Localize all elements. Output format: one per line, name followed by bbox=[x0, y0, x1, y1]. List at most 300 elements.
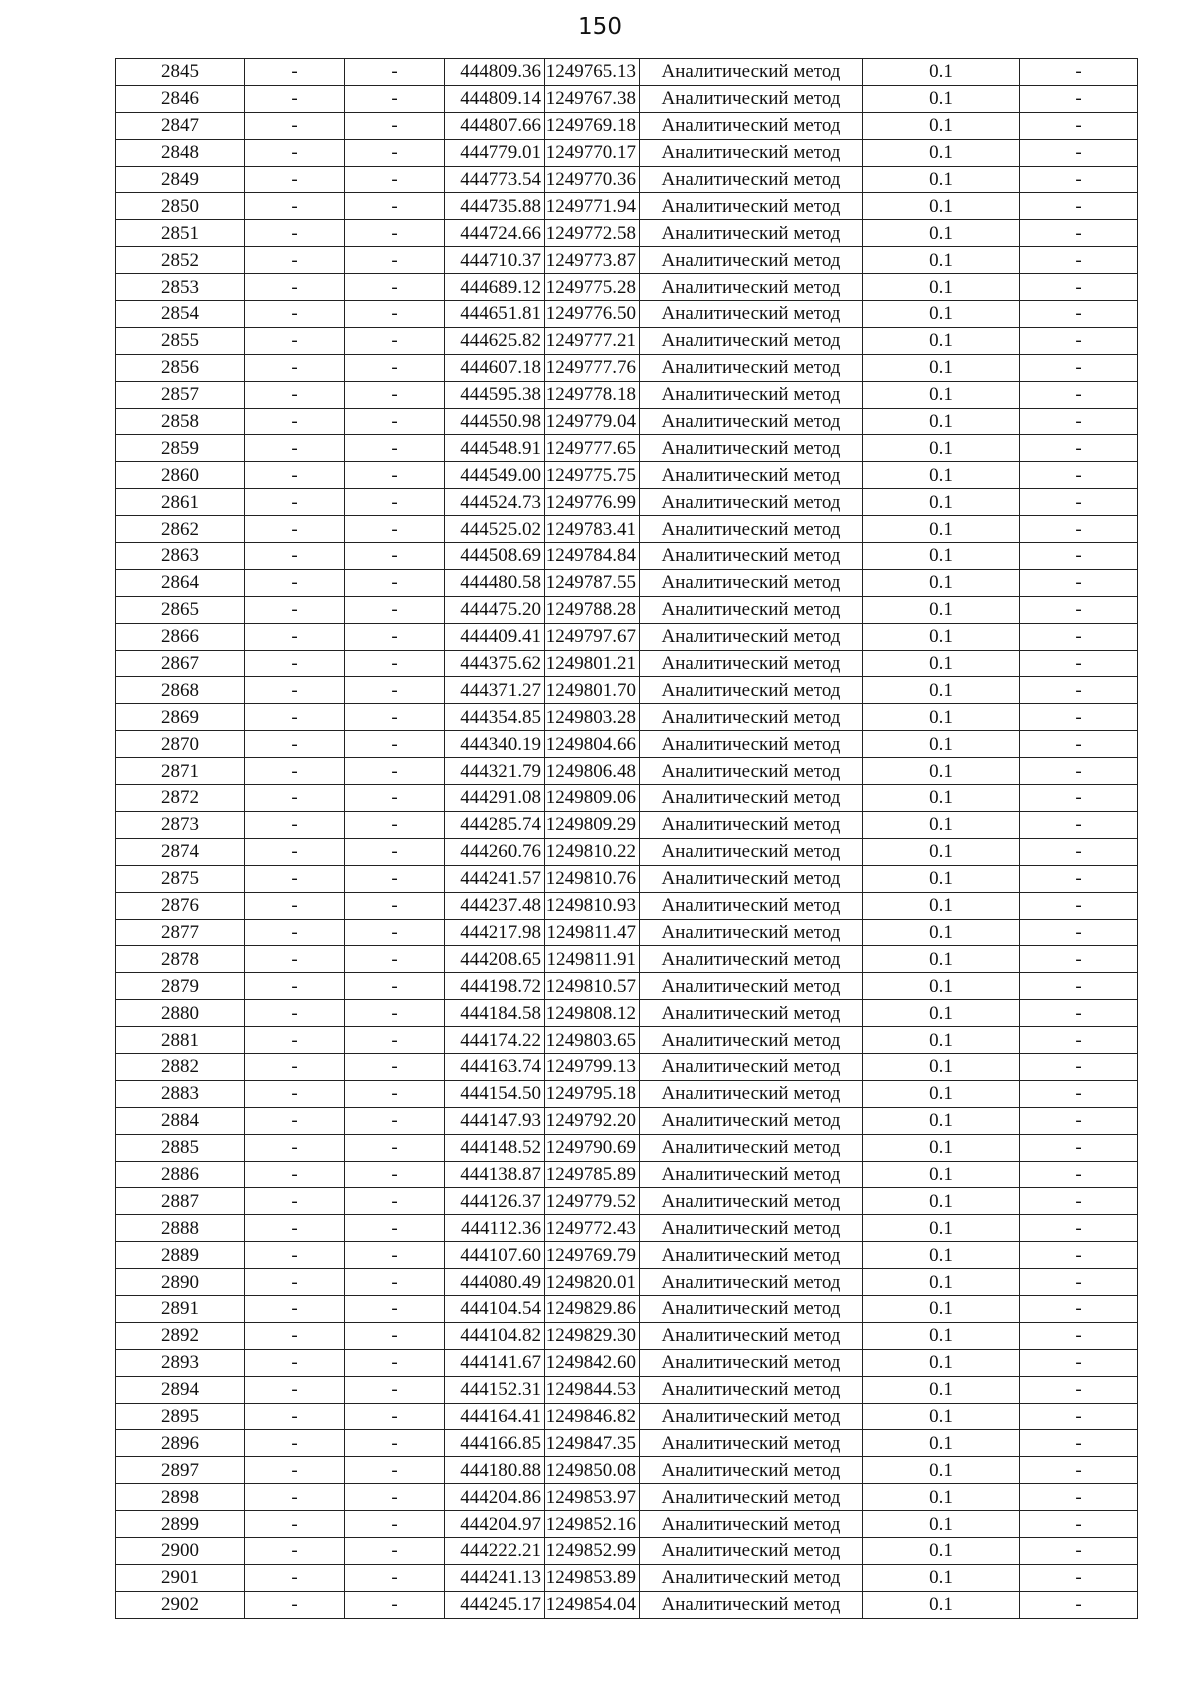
table-row bbox=[116, 1349, 1138, 1376]
method-cell: Аналитический метод bbox=[640, 1080, 863, 1107]
table-row bbox=[116, 274, 1138, 301]
method-cell: Аналитический метод bbox=[640, 381, 863, 408]
table-row bbox=[116, 220, 1138, 247]
x-coordinate-cell: 444371.27 bbox=[445, 677, 545, 704]
blank-cell-a: - bbox=[245, 1242, 345, 1269]
y-coordinate-cell: 1249777.76 bbox=[545, 354, 640, 381]
blank-cell-b: - bbox=[345, 919, 445, 946]
point-number-cell: 2854 bbox=[116, 301, 245, 328]
accuracy-cell: 0.1 bbox=[863, 166, 1020, 193]
blank-cell-b: - bbox=[345, 1591, 445, 1618]
blank-cell-a: - bbox=[245, 1322, 345, 1349]
note-cell: - bbox=[1020, 892, 1138, 919]
y-coordinate-cell: 1249775.75 bbox=[545, 462, 640, 489]
note-cell: - bbox=[1020, 919, 1138, 946]
method-cell: Аналитический метод bbox=[640, 677, 863, 704]
x-coordinate-cell: 444126.37 bbox=[445, 1188, 545, 1215]
point-number-cell: 2890 bbox=[116, 1269, 245, 1296]
y-coordinate-cell: 1249811.91 bbox=[545, 946, 640, 973]
blank-cell-b: - bbox=[345, 1322, 445, 1349]
blank-cell-b: - bbox=[345, 1430, 445, 1457]
table-row bbox=[116, 462, 1138, 489]
method-cell: Аналитический метод bbox=[640, 919, 863, 946]
blank-cell-a: - bbox=[245, 623, 345, 650]
method-cell: Аналитический метод bbox=[640, 435, 863, 462]
table-row bbox=[116, 1027, 1138, 1054]
accuracy-cell: 0.1 bbox=[863, 139, 1020, 166]
accuracy-cell: 0.1 bbox=[863, 973, 1020, 1000]
x-coordinate-cell: 444710.37 bbox=[445, 247, 545, 274]
point-number-cell: 2868 bbox=[116, 677, 245, 704]
blank-cell-b: - bbox=[345, 811, 445, 838]
accuracy-cell: 0.1 bbox=[863, 704, 1020, 731]
point-number-cell: 2883 bbox=[116, 1080, 245, 1107]
table-row bbox=[116, 327, 1138, 354]
blank-cell-a: - bbox=[245, 301, 345, 328]
x-coordinate-cell: 444809.36 bbox=[445, 59, 545, 86]
accuracy-cell: 0.1 bbox=[863, 59, 1020, 86]
blank-cell-b: - bbox=[345, 462, 445, 489]
method-cell: Аналитический метод bbox=[640, 301, 863, 328]
y-coordinate-cell: 1249770.36 bbox=[545, 166, 640, 193]
blank-cell-a: - bbox=[245, 354, 345, 381]
note-cell: - bbox=[1020, 301, 1138, 328]
blank-cell-b: - bbox=[345, 408, 445, 435]
accuracy-cell: 0.1 bbox=[863, 811, 1020, 838]
note-cell: - bbox=[1020, 274, 1138, 301]
method-cell: Аналитический метод bbox=[640, 543, 863, 570]
point-number-cell: 2885 bbox=[116, 1134, 245, 1161]
point-number-cell: 2900 bbox=[116, 1537, 245, 1564]
accuracy-cell: 0.1 bbox=[863, 569, 1020, 596]
blank-cell-b: - bbox=[345, 1484, 445, 1511]
note-cell: - bbox=[1020, 1511, 1138, 1538]
point-number-cell: 2874 bbox=[116, 838, 245, 865]
point-number-cell: 2846 bbox=[116, 85, 245, 112]
blank-cell-a: - bbox=[245, 59, 345, 86]
blank-cell-b: - bbox=[345, 1537, 445, 1564]
y-coordinate-cell: 1249776.50 bbox=[545, 301, 640, 328]
blank-cell-b: - bbox=[345, 1403, 445, 1430]
point-number-cell: 2887 bbox=[116, 1188, 245, 1215]
method-cell: Аналитический метод bbox=[640, 892, 863, 919]
y-coordinate-cell: 1249853.89 bbox=[545, 1564, 640, 1591]
note-cell: - bbox=[1020, 1295, 1138, 1322]
blank-cell-a: - bbox=[245, 543, 345, 570]
note-cell: - bbox=[1020, 1053, 1138, 1080]
table-row bbox=[116, 1295, 1138, 1322]
accuracy-cell: 0.1 bbox=[863, 1322, 1020, 1349]
blank-cell-b: - bbox=[345, 193, 445, 220]
method-cell: Аналитический метод bbox=[640, 865, 863, 892]
blank-cell-a: - bbox=[245, 166, 345, 193]
method-cell: Аналитический метод bbox=[640, 1053, 863, 1080]
point-number-cell: 2855 bbox=[116, 327, 245, 354]
y-coordinate-cell: 1249846.82 bbox=[545, 1403, 640, 1430]
table-row bbox=[116, 112, 1138, 139]
x-coordinate-cell: 444525.02 bbox=[445, 516, 545, 543]
x-coordinate-cell: 444689.12 bbox=[445, 274, 545, 301]
note-cell: - bbox=[1020, 1161, 1138, 1188]
blank-cell-a: - bbox=[245, 731, 345, 758]
note-cell: - bbox=[1020, 946, 1138, 973]
table-row bbox=[116, 516, 1138, 543]
method-cell: Аналитический метод bbox=[640, 596, 863, 623]
point-number-cell: 2861 bbox=[116, 489, 245, 516]
blank-cell-b: - bbox=[345, 1269, 445, 1296]
note-cell: - bbox=[1020, 1242, 1138, 1269]
blank-cell-b: - bbox=[345, 1511, 445, 1538]
accuracy-cell: 0.1 bbox=[863, 1430, 1020, 1457]
note-cell: - bbox=[1020, 731, 1138, 758]
table-body bbox=[116, 59, 1138, 1619]
table-row bbox=[116, 1080, 1138, 1107]
method-cell: Аналитический метод bbox=[640, 166, 863, 193]
x-coordinate-cell: 444166.85 bbox=[445, 1430, 545, 1457]
accuracy-cell: 0.1 bbox=[863, 543, 1020, 570]
point-number-cell: 2864 bbox=[116, 569, 245, 596]
accuracy-cell: 0.1 bbox=[863, 516, 1020, 543]
blank-cell-a: - bbox=[245, 85, 345, 112]
x-coordinate-cell: 444724.66 bbox=[445, 220, 545, 247]
point-number-cell: 2863 bbox=[116, 543, 245, 570]
method-cell: Аналитический метод bbox=[640, 758, 863, 785]
blank-cell-a: - bbox=[245, 1107, 345, 1134]
blank-cell-b: - bbox=[345, 354, 445, 381]
method-cell: Аналитический метод bbox=[640, 1134, 863, 1161]
accuracy-cell: 0.1 bbox=[863, 731, 1020, 758]
x-coordinate-cell: 444241.13 bbox=[445, 1564, 545, 1591]
table-row bbox=[116, 919, 1138, 946]
accuracy-cell: 0.1 bbox=[863, 1188, 1020, 1215]
y-coordinate-cell: 1249772.58 bbox=[545, 220, 640, 247]
point-number-cell: 2886 bbox=[116, 1161, 245, 1188]
table-row bbox=[116, 1107, 1138, 1134]
point-number-cell: 2872 bbox=[116, 785, 245, 812]
note-cell: - bbox=[1020, 435, 1138, 462]
x-coordinate-cell: 444245.17 bbox=[445, 1591, 545, 1618]
y-coordinate-cell: 1249804.66 bbox=[545, 731, 640, 758]
note-cell: - bbox=[1020, 220, 1138, 247]
blank-cell-b: - bbox=[345, 1215, 445, 1242]
point-number-cell: 2879 bbox=[116, 973, 245, 1000]
x-coordinate-cell: 444080.49 bbox=[445, 1269, 545, 1296]
y-coordinate-cell: 1249853.97 bbox=[545, 1484, 640, 1511]
point-number-cell: 2894 bbox=[116, 1376, 245, 1403]
point-number-cell: 2892 bbox=[116, 1322, 245, 1349]
point-number-cell: 2866 bbox=[116, 623, 245, 650]
blank-cell-b: - bbox=[345, 596, 445, 623]
point-number-cell: 2882 bbox=[116, 1053, 245, 1080]
y-coordinate-cell: 1249852.16 bbox=[545, 1511, 640, 1538]
x-coordinate-cell: 444354.85 bbox=[445, 704, 545, 731]
x-coordinate-cell: 444237.48 bbox=[445, 892, 545, 919]
point-number-cell: 2870 bbox=[116, 731, 245, 758]
table-row bbox=[116, 1564, 1138, 1591]
table-row bbox=[116, 892, 1138, 919]
blank-cell-a: - bbox=[245, 596, 345, 623]
method-cell: Аналитический метод bbox=[640, 354, 863, 381]
note-cell: - bbox=[1020, 1107, 1138, 1134]
accuracy-cell: 0.1 bbox=[863, 1511, 1020, 1538]
y-coordinate-cell: 1249810.22 bbox=[545, 838, 640, 865]
x-coordinate-cell: 444154.50 bbox=[445, 1080, 545, 1107]
note-cell: - bbox=[1020, 569, 1138, 596]
blank-cell-b: - bbox=[345, 785, 445, 812]
blank-cell-a: - bbox=[245, 462, 345, 489]
blank-cell-b: - bbox=[345, 301, 445, 328]
point-number-cell: 2869 bbox=[116, 704, 245, 731]
y-coordinate-cell: 1249797.67 bbox=[545, 623, 640, 650]
blank-cell-b: - bbox=[345, 274, 445, 301]
blank-cell-b: - bbox=[345, 59, 445, 86]
blank-cell-b: - bbox=[345, 1564, 445, 1591]
blank-cell-a: - bbox=[245, 1511, 345, 1538]
y-coordinate-cell: 1249844.53 bbox=[545, 1376, 640, 1403]
table-row bbox=[116, 838, 1138, 865]
method-cell: Аналитический метод bbox=[640, 1322, 863, 1349]
method-cell: Аналитический метод bbox=[640, 59, 863, 86]
note-cell: - bbox=[1020, 1376, 1138, 1403]
method-cell: Аналитический метод bbox=[640, 569, 863, 596]
y-coordinate-cell: 1249772.43 bbox=[545, 1215, 640, 1242]
y-coordinate-cell: 1249792.20 bbox=[545, 1107, 640, 1134]
table-row bbox=[116, 1322, 1138, 1349]
x-coordinate-cell: 444222.21 bbox=[445, 1537, 545, 1564]
note-cell: - bbox=[1020, 677, 1138, 704]
y-coordinate-cell: 1249811.47 bbox=[545, 919, 640, 946]
table-row bbox=[116, 543, 1138, 570]
y-coordinate-cell: 1249767.38 bbox=[545, 85, 640, 112]
note-cell: - bbox=[1020, 1215, 1138, 1242]
blank-cell-b: - bbox=[345, 1188, 445, 1215]
method-cell: Аналитический метод bbox=[640, 1215, 863, 1242]
table-row bbox=[116, 1430, 1138, 1457]
table-row bbox=[116, 1537, 1138, 1564]
note-cell: - bbox=[1020, 193, 1138, 220]
y-coordinate-cell: 1249809.29 bbox=[545, 811, 640, 838]
x-coordinate-cell: 444475.20 bbox=[445, 596, 545, 623]
method-cell: Аналитический метод bbox=[640, 650, 863, 677]
point-number-cell: 2895 bbox=[116, 1403, 245, 1430]
table-row bbox=[116, 704, 1138, 731]
table-row bbox=[116, 435, 1138, 462]
point-number-cell: 2880 bbox=[116, 1000, 245, 1027]
blank-cell-a: - bbox=[245, 1430, 345, 1457]
method-cell: Аналитический метод bbox=[640, 85, 863, 112]
method-cell: Аналитический метод bbox=[640, 1188, 863, 1215]
table-row bbox=[116, 1161, 1138, 1188]
table-row bbox=[116, 785, 1138, 812]
blank-cell-b: - bbox=[345, 973, 445, 1000]
table-row bbox=[116, 59, 1138, 86]
blank-cell-a: - bbox=[245, 1027, 345, 1054]
x-coordinate-cell: 444524.73 bbox=[445, 489, 545, 516]
point-number-cell: 2849 bbox=[116, 166, 245, 193]
accuracy-cell: 0.1 bbox=[863, 1403, 1020, 1430]
x-coordinate-cell: 444107.60 bbox=[445, 1242, 545, 1269]
table-row bbox=[116, 758, 1138, 785]
table-row bbox=[116, 1269, 1138, 1296]
method-cell: Аналитический метод bbox=[640, 193, 863, 220]
blank-cell-a: - bbox=[245, 811, 345, 838]
x-coordinate-cell: 444375.62 bbox=[445, 650, 545, 677]
blank-cell-b: - bbox=[345, 1161, 445, 1188]
y-coordinate-cell: 1249785.89 bbox=[545, 1161, 640, 1188]
blank-cell-b: - bbox=[345, 1134, 445, 1161]
x-coordinate-cell: 444204.86 bbox=[445, 1484, 545, 1511]
y-coordinate-cell: 1249770.17 bbox=[545, 139, 640, 166]
note-cell: - bbox=[1020, 1484, 1138, 1511]
table-row bbox=[116, 408, 1138, 435]
table-row bbox=[116, 973, 1138, 1000]
accuracy-cell: 0.1 bbox=[863, 1591, 1020, 1618]
note-cell: - bbox=[1020, 1188, 1138, 1215]
note-cell: - bbox=[1020, 381, 1138, 408]
accuracy-cell: 0.1 bbox=[863, 1376, 1020, 1403]
point-number-cell: 2862 bbox=[116, 516, 245, 543]
point-number-cell: 2878 bbox=[116, 946, 245, 973]
blank-cell-a: - bbox=[245, 516, 345, 543]
method-cell: Аналитический метод bbox=[640, 1457, 863, 1484]
method-cell: Аналитический метод bbox=[640, 408, 863, 435]
table-row bbox=[116, 354, 1138, 381]
accuracy-cell: 0.1 bbox=[863, 220, 1020, 247]
point-number-cell: 2901 bbox=[116, 1564, 245, 1591]
blank-cell-b: - bbox=[345, 1027, 445, 1054]
note-cell: - bbox=[1020, 1027, 1138, 1054]
blank-cell-b: - bbox=[345, 650, 445, 677]
blank-cell-b: - bbox=[345, 1080, 445, 1107]
x-coordinate-cell: 444260.76 bbox=[445, 838, 545, 865]
blank-cell-b: - bbox=[345, 85, 445, 112]
blank-cell-b: - bbox=[345, 435, 445, 462]
blank-cell-b: - bbox=[345, 623, 445, 650]
point-number-cell: 2867 bbox=[116, 650, 245, 677]
method-cell: Аналитический метод bbox=[640, 1591, 863, 1618]
y-coordinate-cell: 1249810.76 bbox=[545, 865, 640, 892]
table-row bbox=[116, 1215, 1138, 1242]
method-cell: Аналитический метод bbox=[640, 1161, 863, 1188]
blank-cell-b: - bbox=[345, 516, 445, 543]
blank-cell-a: - bbox=[245, 1161, 345, 1188]
accuracy-cell: 0.1 bbox=[863, 650, 1020, 677]
y-coordinate-cell: 1249799.13 bbox=[545, 1053, 640, 1080]
x-coordinate-cell: 444508.69 bbox=[445, 543, 545, 570]
point-number-cell: 2891 bbox=[116, 1295, 245, 1322]
blank-cell-b: - bbox=[345, 704, 445, 731]
accuracy-cell: 0.1 bbox=[863, 193, 1020, 220]
point-number-cell: 2850 bbox=[116, 193, 245, 220]
x-coordinate-cell: 444217.98 bbox=[445, 919, 545, 946]
blank-cell-a: - bbox=[245, 677, 345, 704]
table-row bbox=[116, 650, 1138, 677]
note-cell: - bbox=[1020, 516, 1138, 543]
note-cell: - bbox=[1020, 327, 1138, 354]
note-cell: - bbox=[1020, 1080, 1138, 1107]
x-coordinate-cell: 444735.88 bbox=[445, 193, 545, 220]
x-coordinate-cell: 444208.65 bbox=[445, 946, 545, 973]
blank-cell-a: - bbox=[245, 650, 345, 677]
blank-cell-b: - bbox=[345, 489, 445, 516]
y-coordinate-cell: 1249829.30 bbox=[545, 1322, 640, 1349]
blank-cell-b: - bbox=[345, 112, 445, 139]
y-coordinate-cell: 1249775.28 bbox=[545, 274, 640, 301]
x-coordinate-cell: 444285.74 bbox=[445, 811, 545, 838]
blank-cell-b: - bbox=[345, 220, 445, 247]
note-cell: - bbox=[1020, 247, 1138, 274]
point-number-cell: 2858 bbox=[116, 408, 245, 435]
note-cell: - bbox=[1020, 1591, 1138, 1618]
x-coordinate-cell: 444104.82 bbox=[445, 1322, 545, 1349]
blank-cell-b: - bbox=[345, 946, 445, 973]
point-number-cell: 2876 bbox=[116, 892, 245, 919]
accuracy-cell: 0.1 bbox=[863, 865, 1020, 892]
method-cell: Аналитический метод bbox=[640, 247, 863, 274]
method-cell: Аналитический метод bbox=[640, 811, 863, 838]
blank-cell-b: - bbox=[345, 1376, 445, 1403]
point-number-cell: 2856 bbox=[116, 354, 245, 381]
accuracy-cell: 0.1 bbox=[863, 785, 1020, 812]
blank-cell-b: - bbox=[345, 1053, 445, 1080]
point-number-cell: 2848 bbox=[116, 139, 245, 166]
y-coordinate-cell: 1249787.55 bbox=[545, 569, 640, 596]
table-row bbox=[116, 1242, 1138, 1269]
y-coordinate-cell: 1249808.12 bbox=[545, 1000, 640, 1027]
point-number-cell: 2898 bbox=[116, 1484, 245, 1511]
y-coordinate-cell: 1249847.35 bbox=[545, 1430, 640, 1457]
accuracy-cell: 0.1 bbox=[863, 1269, 1020, 1296]
point-number-cell: 2889 bbox=[116, 1242, 245, 1269]
method-cell: Аналитический метод bbox=[640, 946, 863, 973]
method-cell: Аналитический метод bbox=[640, 1269, 863, 1296]
method-cell: Аналитический метод bbox=[640, 1242, 863, 1269]
accuracy-cell: 0.1 bbox=[863, 327, 1020, 354]
y-coordinate-cell: 1249779.52 bbox=[545, 1188, 640, 1215]
blank-cell-b: - bbox=[345, 381, 445, 408]
blank-cell-a: - bbox=[245, 1000, 345, 1027]
table-row bbox=[116, 1053, 1138, 1080]
accuracy-cell: 0.1 bbox=[863, 381, 1020, 408]
accuracy-cell: 0.1 bbox=[863, 301, 1020, 328]
x-coordinate-cell: 444112.36 bbox=[445, 1215, 545, 1242]
accuracy-cell: 0.1 bbox=[863, 462, 1020, 489]
blank-cell-a: - bbox=[245, 247, 345, 274]
method-cell: Аналитический метод bbox=[640, 274, 863, 301]
note-cell: - bbox=[1020, 1457, 1138, 1484]
method-cell: Аналитический метод bbox=[640, 785, 863, 812]
point-number-cell: 2877 bbox=[116, 919, 245, 946]
blank-cell-a: - bbox=[245, 1403, 345, 1430]
table-row bbox=[116, 596, 1138, 623]
x-coordinate-cell: 444779.01 bbox=[445, 139, 545, 166]
blank-cell-a: - bbox=[245, 1537, 345, 1564]
table-row bbox=[116, 1000, 1138, 1027]
note-cell: - bbox=[1020, 1537, 1138, 1564]
table-row bbox=[116, 193, 1138, 220]
x-coordinate-cell: 444163.74 bbox=[445, 1053, 545, 1080]
x-coordinate-cell: 444409.41 bbox=[445, 623, 545, 650]
y-coordinate-cell: 1249771.94 bbox=[545, 193, 640, 220]
method-cell: Аналитический метод bbox=[640, 1564, 863, 1591]
y-coordinate-cell: 1249801.70 bbox=[545, 677, 640, 704]
blank-cell-a: - bbox=[245, 408, 345, 435]
note-cell: - bbox=[1020, 112, 1138, 139]
table-row bbox=[116, 1403, 1138, 1430]
blank-cell-b: - bbox=[345, 247, 445, 274]
accuracy-cell: 0.1 bbox=[863, 758, 1020, 785]
note-cell: - bbox=[1020, 1403, 1138, 1430]
